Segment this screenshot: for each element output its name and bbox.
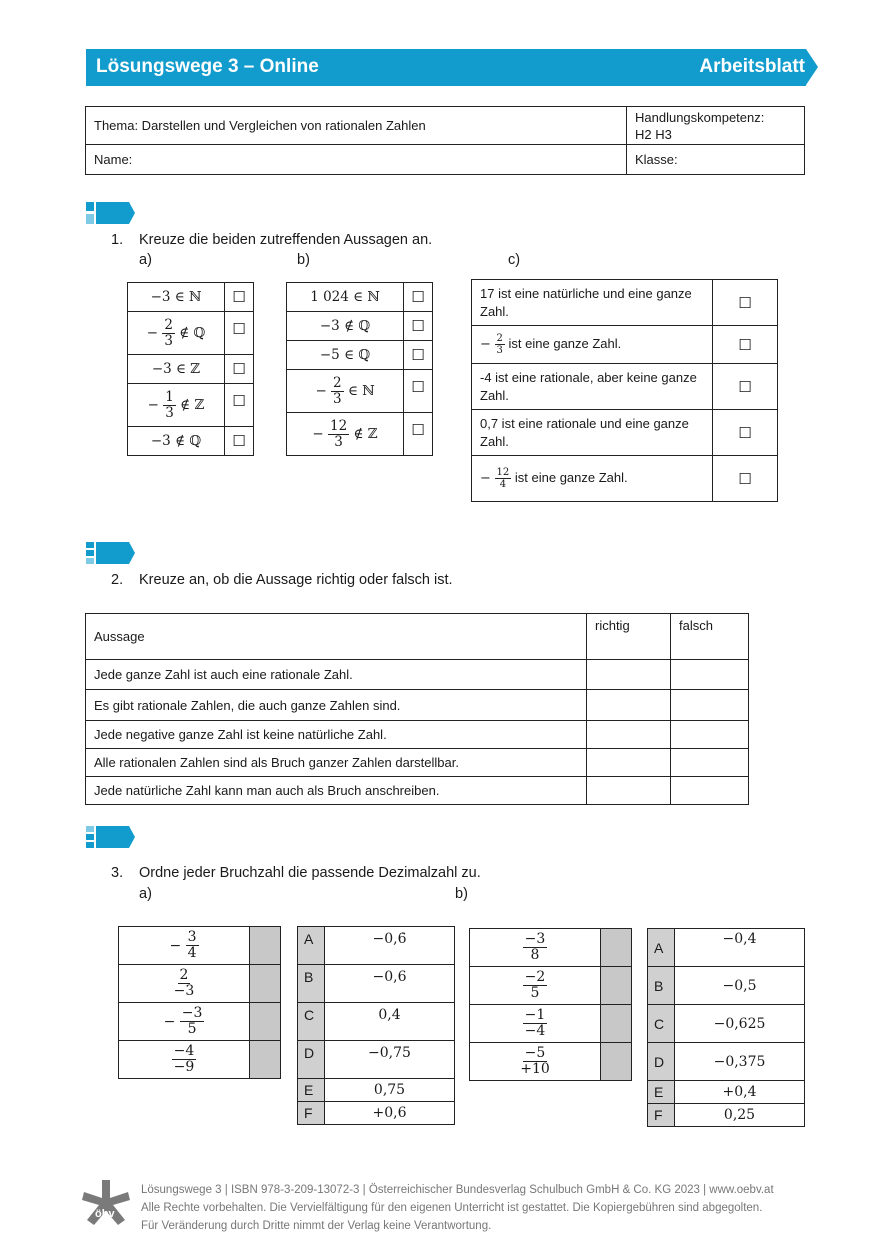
task1c-statement: -4 ist eine rationale, aber keine ganze Zahl. <box>472 364 713 410</box>
task3b-answer-cell[interactable] <box>601 967 632 1005</box>
task1-number: 1. <box>111 232 124 248</box>
task3b-option-value: 0,25 <box>675 1104 805 1127</box>
task1b-statement: − $\frac{12}{3}$ ∉ ℤ <box>287 413 404 456</box>
task1b-checkbox[interactable]: ☐ <box>404 341 433 370</box>
header-title: Lösungswege 3 – Online <box>96 56 319 77</box>
task3b-fraction: $\frac{-1}{-4}$ <box>470 1005 601 1043</box>
task3a-answer-cell[interactable] <box>250 965 281 1003</box>
task1a-table <box>127 282 254 456</box>
task3b-answer-cell[interactable] <box>601 1043 632 1081</box>
task1-label-b: b) <box>297 252 310 268</box>
task2-table <box>85 613 749 805</box>
task3a-fraction: $\frac{-4}{-9}$ <box>119 1041 250 1079</box>
footer-text <box>141 1181 774 1235</box>
task3b-option-value: −0,375 <box>675 1043 805 1081</box>
competence-value: H2 H3 <box>635 126 672 142</box>
task2-false-cell[interactable] <box>671 777 749 805</box>
task1a-checkbox[interactable]: ☐ <box>225 312 254 355</box>
task1b-statement: − $\frac{2}{3}$ ∈ ℕ <box>287 370 404 413</box>
task3a-fraction: $\frac{2}{-3}$ <box>119 965 250 1003</box>
task1c-statement: 17 ist eine natürliche und eine ganze Zahl. <box>472 280 713 326</box>
competence-label: Handlungskompetenz: <box>635 109 765 125</box>
task3b-option-value: −0,625 <box>675 1005 805 1043</box>
task1c-statement: − $\frac{12}{4}$ ist eine ganze Zahl. <box>472 456 713 502</box>
task3b-option-letter: B <box>648 967 675 1005</box>
task3b-option-letter: C <box>648 1005 675 1043</box>
footer-line-2: Alle Rechte vorbehalten. Die Vervielfältigung für den eigenen Unterricht ist gestattet. Die Kopiergebühren sind abgegolten. <box>141 1202 763 1214</box>
topic-cell: Thema: Darstellen und Vergleichen von rationalen Zahlen <box>86 107 627 145</box>
task3a-answer-cell[interactable] <box>250 927 281 965</box>
task3a-option-value: −0,6 <box>325 965 455 1003</box>
task1c-table <box>471 279 778 502</box>
task2-statement: Jede negative ganze Zahl ist keine natürliche Zahl. <box>86 721 587 749</box>
task1b-table <box>286 282 433 456</box>
task3b-fraction: $\frac{-5}{+10}$ <box>470 1043 601 1081</box>
task2-true-cell[interactable] <box>587 660 671 690</box>
task1b-checkbox[interactable]: ☐ <box>404 413 433 456</box>
task2-statement: Jede natürliche Zahl kann man auch als Bruch anschreiben. <box>86 777 587 805</box>
task3b-fraction-table <box>469 928 632 1081</box>
task1b-checkbox[interactable]: ☐ <box>404 312 433 341</box>
task1a-checkbox[interactable]: ☐ <box>225 427 254 456</box>
task1a-statement: −3 ∈ ℤ <box>128 355 225 384</box>
task2-true-cell[interactable] <box>587 690 671 721</box>
task3b-option-value: −0,4 <box>675 929 805 967</box>
task1c-statement: 0,7 ist eine rationale und eine ganze Zahl. <box>472 410 713 456</box>
task3a-option-value: −0,6̇ <box>325 927 455 965</box>
section-marker-2 <box>86 542 136 564</box>
task3b-answer-cell[interactable] <box>601 929 632 967</box>
task2-header-false: falsch <box>671 614 749 660</box>
footer-line-1: Lösungswege 3 | ISBN 978-3-209-13072-3 | Österreichischer Bundesverlag Schulbuch GmbH & Co. KG 2023 | www.oebv.at <box>141 1184 774 1196</box>
task1a-statement: −3 ∈ ℕ <box>128 283 225 312</box>
task3a-answer-cell[interactable] <box>250 1041 281 1079</box>
task2-statement: Es gibt rationale Zahlen, die auch ganze Zahlen sind. <box>86 690 587 721</box>
task1-instruction: Kreuze die beiden zutreffenden Aussagen an. <box>139 232 433 248</box>
task3-number: 3. <box>111 865 124 881</box>
task3a-fraction-table <box>118 926 281 1079</box>
task2-false-cell[interactable] <box>671 749 749 777</box>
section-marker-1 <box>86 202 136 224</box>
task3b-fraction: $\frac{-2}{5}$ <box>470 967 601 1005</box>
task1c-checkbox[interactable]: ☐ <box>713 280 778 326</box>
task2-header-statement: Aussage <box>86 614 587 660</box>
task1b-statement: −3 ∉ ℚ <box>287 312 404 341</box>
section-marker-3 <box>86 826 136 848</box>
task3a-option-letter: E <box>298 1079 325 1102</box>
task3b-option-letter: E <box>648 1081 675 1104</box>
footer-line-3: Für Veränderung durch Dritte nimmt der Verlag keine Verantwortung. <box>141 1220 492 1232</box>
task3b-option-letter: D <box>648 1043 675 1081</box>
task3a-option-value: 0,75 <box>325 1079 455 1102</box>
task1b-checkbox[interactable]: ☐ <box>404 283 433 312</box>
task2-number: 2. <box>111 572 124 588</box>
task1c-checkbox[interactable]: ☐ <box>713 364 778 410</box>
task3b-option-value: +0,4 <box>675 1081 805 1104</box>
task2-false-cell[interactable] <box>671 721 749 749</box>
task1b-checkbox[interactable]: ☐ <box>404 370 433 413</box>
header-worksheet-label: Arbeitsblatt <box>699 56 805 77</box>
task1a-statement: − $\frac{1}{3}$ ∉ ℤ <box>128 384 225 427</box>
task2-true-cell[interactable] <box>587 721 671 749</box>
task2-instruction: Kreuze an, ob die Aussage richtig oder falsch ist. <box>139 572 453 588</box>
publisher-logo <box>80 1178 132 1230</box>
task3a-option-letter: C <box>298 1003 325 1041</box>
task3a-options-table <box>297 926 455 1125</box>
task2-false-cell[interactable] <box>671 660 749 690</box>
task2-header-true: richtig <box>587 614 671 660</box>
task1a-checkbox[interactable]: ☐ <box>225 384 254 427</box>
task3a-option-letter: B <box>298 965 325 1003</box>
task1c-checkbox[interactable]: ☐ <box>713 326 778 364</box>
task1b-statement: −5 ∈ ℚ <box>287 341 404 370</box>
task1c-statement: − $\frac{2}{3}$ ist eine ganze Zahl. <box>472 326 713 364</box>
task3b-option-letter: F <box>648 1104 675 1127</box>
task2-statement: Jede ganze Zahl ist auch eine rationale Zahl. <box>86 660 587 690</box>
task3a-option-letter: A <box>298 927 325 965</box>
task3b-option-value: −0,5 <box>675 967 805 1005</box>
task3a-option-value: 0,4̇ <box>325 1003 455 1041</box>
task1a-checkbox[interactable]: ☐ <box>225 283 254 312</box>
task1-label-a: a) <box>139 252 152 268</box>
task3-instruction: Ordne jeder Bruchzahl die passende Dezimalzahl zu. <box>139 865 481 881</box>
task3b-answer-cell[interactable] <box>601 1005 632 1043</box>
task3b-fraction: $\frac{-3}{8}$ <box>470 929 601 967</box>
info-table <box>85 106 805 175</box>
publisher-logo-text: öbv <box>95 1208 115 1220</box>
task1c-checkbox[interactable]: ☐ <box>713 410 778 456</box>
class-field[interactable]: Klasse: <box>627 145 805 175</box>
task3a-fraction: − $\frac{-3}{5}$ <box>119 1003 250 1041</box>
task3b-option-letter: A <box>648 929 675 967</box>
task3a-option-value: −0,75 <box>325 1041 455 1079</box>
task3-label-b: b) <box>455 886 468 902</box>
task3a-option-letter: F <box>298 1102 325 1125</box>
task2-false-cell[interactable] <box>671 690 749 721</box>
task3-label-a: a) <box>139 886 152 902</box>
task3a-option-value: +0,6 <box>325 1102 455 1125</box>
task3a-option-letter: D <box>298 1041 325 1079</box>
task3a-fraction: − $\frac{3}{4}$ <box>119 927 250 965</box>
task3a-answer-cell[interactable] <box>250 1003 281 1041</box>
task1c-checkbox[interactable]: ☐ <box>713 456 778 502</box>
task1a-checkbox[interactable]: ☐ <box>225 355 254 384</box>
competence-cell <box>627 107 805 145</box>
task2-true-cell[interactable] <box>587 777 671 805</box>
task3b-options-table <box>647 928 805 1127</box>
task1b-statement: 1 024 ∈ ℕ <box>287 283 404 312</box>
task1a-statement: − $\frac{2}{3}$ ∉ ℚ <box>128 312 225 355</box>
task1-label-c: c) <box>508 252 521 268</box>
task2-true-cell[interactable] <box>587 749 671 777</box>
header-banner-tip <box>806 49 818 85</box>
name-field[interactable]: Name: <box>86 145 627 175</box>
task2-statement: Alle rationalen Zahlen sind als Bruch ganzer Zahlen darstellbar. <box>86 749 587 777</box>
task1a-statement: −3 ∉ ℚ <box>128 427 225 456</box>
